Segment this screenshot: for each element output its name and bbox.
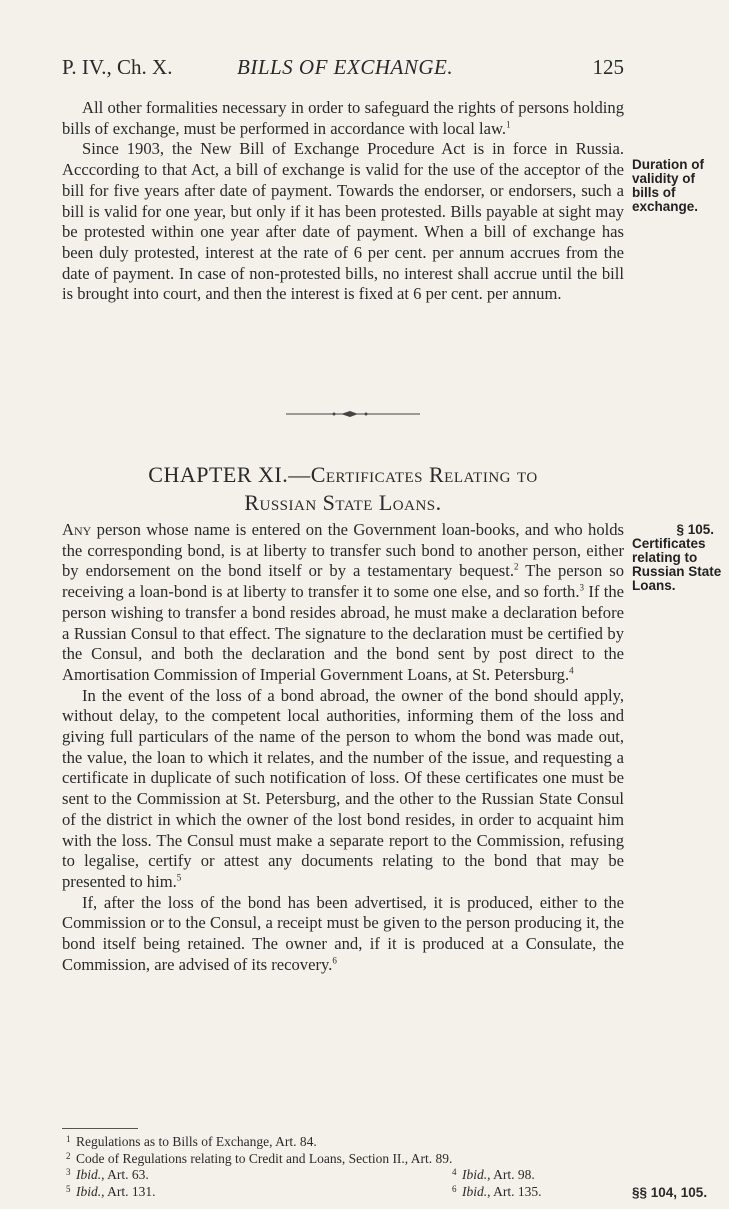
paragraph-loss bbox=[62, 686, 624, 893]
paragraph-recovery bbox=[62, 893, 624, 976]
footnote-ref-text: , Art. 135. bbox=[487, 1183, 542, 1199]
ibid: Ibid. bbox=[462, 1183, 488, 1199]
footnote-ref: 6 bbox=[332, 955, 337, 966]
footnote-text bbox=[462, 1184, 542, 1201]
chapter-number: CHAPTER XI. bbox=[148, 462, 289, 487]
footnote-number: 3 bbox=[66, 1167, 71, 1177]
chapter-title-line2: Russian State Loans. bbox=[244, 490, 442, 515]
paragraph-text: The person so receiving a loan-bond is at liberty to transfer it to some one else, and so forth. bbox=[62, 561, 624, 602]
footnote-ref: 2 bbox=[514, 561, 519, 572]
paragraph-formalities bbox=[62, 98, 624, 139]
footnote-number: 1 bbox=[66, 1134, 71, 1144]
section-number: § 105. bbox=[676, 522, 714, 537]
footnote-number: 2 bbox=[66, 1150, 71, 1161]
footnote bbox=[62, 1134, 624, 1151]
chapter-heading bbox=[62, 461, 624, 517]
footnote-ref-text: , Art. 98. bbox=[487, 1167, 535, 1182]
footnotes bbox=[62, 1134, 624, 1200]
footnote-number: 5 bbox=[66, 1183, 71, 1194]
paragraph-text: person whose name is entered on the Government loan-books, and who holds the corresponding bond, is at liberty to transfer such bond to another person, either by endorsement on the bond itself or by a testamentary bequest. bbox=[62, 520, 624, 581]
footnote-text: Regulations as to Bills of Exchange, Art. 84. bbox=[76, 1134, 317, 1149]
margin-note-duration: Duration of validity of bills of exchange. bbox=[632, 157, 704, 214]
footnote-text: Code of Regulations relating to Credit and Loans, Section II., Art. 89. bbox=[76, 1150, 453, 1166]
footnote-pair bbox=[62, 1167, 624, 1184]
footnote-pair bbox=[62, 1184, 624, 1201]
top-text-block bbox=[62, 98, 624, 305]
ibid: Ibid. bbox=[76, 1183, 102, 1199]
footnote-text bbox=[76, 1167, 149, 1184]
paragraph-text: If, after the loss of the bond has been advertised, it is produced, either to the Commission or to the Consul, a receipt must be given to the person producing it, the bond itself being retained. The owner and, if it is produced at a Consulate, the Commission, are advised of its recovery. bbox=[62, 892, 624, 974]
footnote-ref: 3 bbox=[579, 582, 584, 593]
chapter-heading-line1 bbox=[62, 461, 624, 489]
lead-word: Any bbox=[62, 520, 92, 539]
footnote-ref-text: , Art. 63. bbox=[101, 1167, 149, 1182]
footnote-rule bbox=[62, 1128, 138, 1129]
ibid: Ibid. bbox=[76, 1167, 102, 1182]
page-sections-label: §§ 104, 105. bbox=[632, 1185, 708, 1200]
ibid: Ibid. bbox=[462, 1167, 488, 1182]
running-header bbox=[62, 55, 624, 85]
chapter-text-block bbox=[62, 520, 624, 975]
header-title: BILLS OF EXCHANGE. bbox=[237, 55, 454, 79]
margin-note-section-105 bbox=[632, 523, 724, 593]
paragraph-text: In the event of the loss of a bond abroad, the owner of the bond should apply, without delay, to the competent local authorities, informing them of the loss and giving full particulars of the name of the person to whom the bond was made out, the value, the loan to which it relates, and the number of the issue, and requesting a certificate in duplicate of such notification of loss. Of these certificates one must be sent to the Commission at St. Petersburg, and the other to the Russian State Consul of the district in which the owner of the lost bond resides, in order to acquaint him with the loss. The Consul must make a separate report to the Commission, refusing to legalise, certify or attest any documents relating to the bond that may be presented to him. bbox=[62, 685, 624, 891]
page-number: 125 bbox=[592, 55, 624, 79]
chapter-dash: — bbox=[288, 462, 311, 487]
header-part-chapter: P. IV., Ch. X. bbox=[62, 55, 173, 79]
footnote-text bbox=[462, 1167, 535, 1184]
footnote-ref: 1 bbox=[506, 119, 511, 130]
footnote-number: 4 bbox=[452, 1167, 457, 1177]
paragraph-procedure-act: Since 1903, the New Bill of Exchange Procedure Act is in force in Russia. Acccording to that Act, a bill of exchange is valid for the use of the acceptor of the bill for five years after date of payment. Towards the endorser, or endorsers, such a bill is valid for one year, but only if it has been protested. Bills payable at sight may be protested within one year after date of payment. When a bill of exchange has been duly protested, interest at the rate of 6 per cent. per annum accrues from the date of payment. In case of non-protested bills, no interest shall accrue until the bill is brought into court, and then the interest is fixed at 6 per cent. per annum. bbox=[62, 139, 624, 304]
footnote bbox=[62, 1151, 624, 1168]
paragraph-text: All other formalities necessary in order to safeguard the rights of persons holding bills of exchange, must be performed in accordance with local law. bbox=[62, 98, 624, 138]
footnote-ref: 4 bbox=[569, 665, 574, 676]
footnote-text bbox=[76, 1184, 156, 1201]
footnote-number: 6 bbox=[452, 1183, 457, 1194]
footnote-ref-text: , Art. 131. bbox=[101, 1183, 156, 1199]
chapter-title-line1: Certificates Relating to bbox=[310, 462, 538, 487]
ornamental-divider bbox=[286, 409, 420, 419]
paragraph-transfer bbox=[62, 520, 624, 686]
section-note-text: Certificates relating to Russian State Loans. bbox=[632, 536, 722, 593]
paragraph-text: If the person wishing to transfer a bond resides abroad, he must make a declaration before a Russian Consul to that effect. The signature to the declaration must be certified by the Consul, and both the declaration and the bond sent by post direct to the Amortisation Commission of Imperial Government Loans, at St. Petersburg. bbox=[62, 582, 624, 684]
footnote-ref: 5 bbox=[176, 872, 182, 883]
